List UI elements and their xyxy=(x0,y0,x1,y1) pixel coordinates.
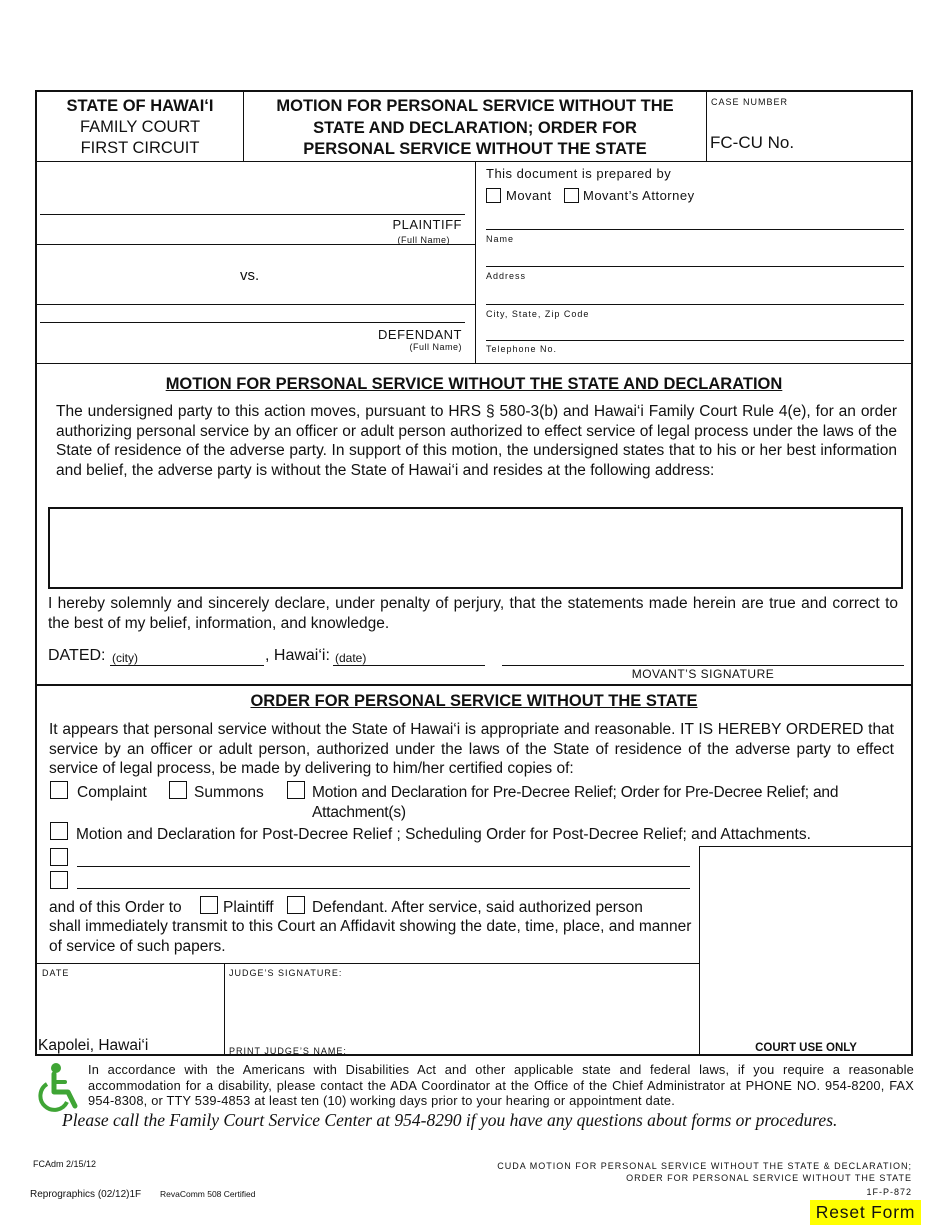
wheelchair-accessibility-icon xyxy=(34,1062,86,1112)
telephone-label: Telephone No. xyxy=(486,344,558,354)
dated-label: DATED: xyxy=(48,647,106,664)
postdecree-label: Motion and Declaration for Post-Decree Relief ; Scheduling Order for Post-Decree Relief; and Attachments. xyxy=(76,826,811,843)
prepared-by-line xyxy=(486,229,904,230)
case-number-label: CASE NUMBER xyxy=(711,97,789,107)
city-state-zip-field[interactable] xyxy=(486,340,904,341)
court-use-left xyxy=(699,846,700,1055)
order-to-defendant-checkbox[interactable] xyxy=(287,896,305,914)
parties-bottom-line xyxy=(37,363,911,364)
court-state: STATE OF HAWAIʻI xyxy=(66,97,214,115)
court-block xyxy=(40,96,240,159)
postdecree-checkbox[interactable] xyxy=(50,822,68,840)
movant-label: Movant xyxy=(506,188,552,203)
order-divider xyxy=(37,684,911,686)
form-number: 1F-P-872 xyxy=(866,1187,912,1197)
address-label: Address xyxy=(486,271,527,281)
reprographics: Reprographics (02/12)1F xyxy=(30,1189,142,1200)
court-name: FAMILY COURT xyxy=(79,118,201,136)
reset-form-button[interactable]: Reset Form xyxy=(810,1200,921,1225)
other-doc-2-field[interactable] xyxy=(77,888,690,889)
plaintiff-name-field[interactable] xyxy=(40,214,465,215)
form-code: FCAdm 2/15/12 xyxy=(33,1159,97,1169)
date-hint: (date) xyxy=(335,651,367,665)
hawaii-label: , Hawai‘i: xyxy=(265,647,330,664)
movant-attorney-label: Movant’s Attorney xyxy=(583,188,695,203)
other-doc-1-checkbox[interactable] xyxy=(50,848,68,866)
ada-notice: In accordance with the Americans with Disabilities Act and other applicable state and federal laws, if you require a reasonable accommodation for a disability, please contact the ADA Coordinator at the Office of the Chief Administrator at PHONE NO. 954-8200, FAX 954-8308, or TTY 539-4853 at least ten (10) working days prior to your hearing or appointment date. xyxy=(88,1062,914,1108)
form-footer-title-line-2: ORDER FOR PERSONAL SERVICE WITHOUT THE STATE xyxy=(626,1173,912,1183)
form-footer-title xyxy=(440,1160,912,1198)
court-use-label: COURT USE ONLY xyxy=(755,1042,857,1054)
print-judge-name-label: PRINT JUDGE’S NAME: xyxy=(229,1046,347,1056)
movant-signature-label: MOVANT’S SIGNATURE xyxy=(631,667,775,681)
header-divider-1 xyxy=(243,92,244,162)
parties-divider xyxy=(475,162,476,364)
vs-box-line xyxy=(37,304,475,305)
movant-signature-line[interactable] xyxy=(502,665,904,666)
header-bottom-line xyxy=(37,161,911,162)
summons-label: Summons xyxy=(194,784,264,801)
declaration-text: I hereby solemnly and sincerely declare, under penalty of perjury, that the statements made herein are true and correct to the best of my belief, information, and knowledge. xyxy=(48,595,898,632)
court-location: Kapolei, Hawai‘i xyxy=(38,1037,149,1054)
and-of-this-order: and of this Order to xyxy=(49,899,182,916)
header-divider-2 xyxy=(706,92,707,162)
dated-date-field[interactable] xyxy=(333,665,485,666)
judge-row-top xyxy=(37,963,700,964)
complaint-label: Complaint xyxy=(77,784,147,801)
order-to-defendant-label: Defendant. After service, said authorized person xyxy=(312,899,643,916)
form-title-line-3: PERSONAL SERVICE WITHOUT THE STATE xyxy=(303,140,647,158)
court-circuit: FIRST CIRCUIT xyxy=(80,139,200,157)
order-heading: ORDER FOR PERSONAL SERVICE WITHOUT THE STATE xyxy=(250,692,698,710)
case-number-field[interactable]: FC-CU No. xyxy=(710,133,795,152)
vs-label: vs. xyxy=(240,267,260,284)
order-paragraph: It appears that personal service without the State of Hawai‘i is appropriate and reasonable. IT IS HEREBY ORDERED that service by an officer or adult person, authorized under the laws of the State of residence of the adverse party to effect service of legal process, be made by delivering to him/her certified copies of: xyxy=(49,721,894,777)
predecree-label: Motion and Declaration for Pre-Decree Relief; Order for Pre-Decree Relief; and Attachment(s) xyxy=(312,784,839,821)
city-state-zip-label: City, State, Zip Code xyxy=(486,309,590,319)
order-to-plaintiff-label: Plaintiff xyxy=(223,899,274,916)
dated-city-field[interactable] xyxy=(110,665,264,666)
predecree-checkbox[interactable] xyxy=(287,781,305,799)
name-label: Name xyxy=(486,234,515,244)
other-doc-1-field[interactable] xyxy=(77,866,690,867)
date-label: DATE xyxy=(42,968,70,978)
defendant-name-field[interactable] xyxy=(40,322,465,323)
motion-paragraph: The undersigned party to this action moves, pursuant to HRS § 580-3(b) and Hawai‘i Family Court Rule 4(e), for an order authorizing personal service by an officer or adult person authorized to effect service of legal process under the laws of the State of residence of the adverse party. In support of this motion, the undersigned states that to his or her best information and belief, the adverse party is without the State of Hawai‘i and resides at the following address: xyxy=(56,403,897,479)
transmit-text: shall immediately transmit to this Court an Affidavit showing the date, time, place, and manner of service of such papers. xyxy=(49,918,692,955)
other-doc-2-checkbox[interactable] xyxy=(50,871,68,889)
address-field[interactable] xyxy=(486,304,904,305)
defendant-label: DEFENDANT xyxy=(378,327,462,342)
movant-checkbox[interactable] xyxy=(486,188,501,203)
revacomm-certified: RevaComm 508 Certified xyxy=(160,1189,256,1199)
name-field[interactable] xyxy=(486,266,904,267)
adverse-party-address-box[interactable] xyxy=(48,507,903,589)
motion-heading: MOTION FOR PERSONAL SERVICE WITHOUT THE STATE AND DECLARATION xyxy=(165,375,783,393)
summons-checkbox[interactable] xyxy=(169,781,187,799)
city-hint: (city) xyxy=(112,651,138,665)
judge-signature-label: JUDGE’S SIGNATURE: xyxy=(229,968,343,978)
movant-attorney-checkbox[interactable] xyxy=(564,188,579,203)
judge-row-divider xyxy=(224,963,225,1055)
plaintiff-label: PLAINTIFF xyxy=(392,217,462,232)
form-footer-title-line-1: CUDA MOTION FOR PERSONAL SERVICE WITHOUT THE STATE & DECLARATION; xyxy=(497,1161,912,1171)
plaintiff-sub: (Full Name) xyxy=(397,235,450,245)
complaint-checkbox[interactable] xyxy=(50,781,68,799)
form-title-line-1: MOTION FOR PERSONAL SERVICE WITHOUT THE xyxy=(276,97,674,115)
prepared-by-label: This document is prepared by xyxy=(486,166,672,181)
help-line: Please call the Family Court Service Center at 954-8290 if you have any questions about forms or procedures. xyxy=(62,1110,838,1130)
form-title xyxy=(246,96,704,161)
defendant-sub: (Full Name) xyxy=(409,342,462,352)
form-title-line-2: STATE AND DECLARATION; ORDER FOR xyxy=(313,118,637,137)
order-to-plaintiff-checkbox[interactable] xyxy=(200,896,218,914)
court-use-top xyxy=(699,846,911,847)
judge-signature-field[interactable] xyxy=(229,980,694,1035)
